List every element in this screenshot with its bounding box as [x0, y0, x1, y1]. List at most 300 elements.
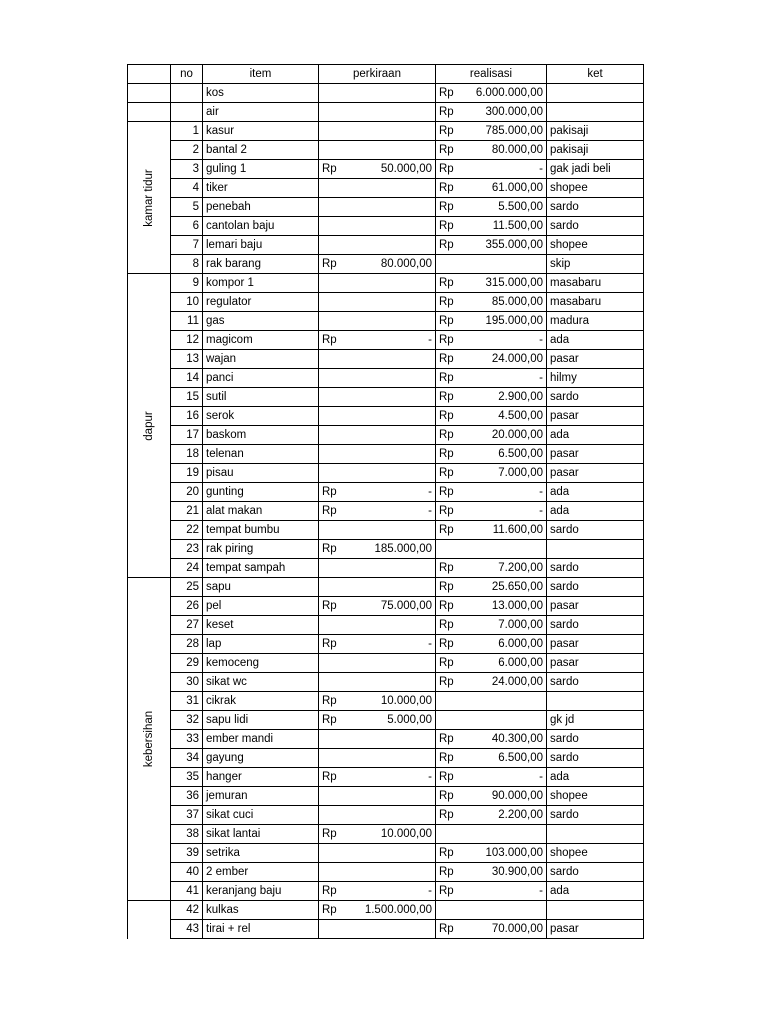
ket-cell: sardo	[547, 521, 644, 540]
no-cell: 23	[171, 540, 203, 559]
perkiraan-cell	[319, 293, 436, 312]
item-cell: sikat cuci	[203, 806, 319, 825]
realisasi-cell	[436, 369, 547, 388]
amount-value: 10.000,00	[380, 695, 432, 707]
realisasi-cell	[436, 331, 547, 350]
currency-label: Rp	[439, 505, 454, 517]
item-cell: sikat lantai	[203, 825, 319, 844]
table-row	[128, 331, 644, 350]
ket-cell: sardo	[547, 198, 644, 217]
table-row	[128, 236, 644, 255]
realisasi-cell	[436, 179, 547, 198]
item-cell: wajan	[203, 350, 319, 369]
no-cell: 21	[171, 502, 203, 521]
ket-cell: ada	[547, 768, 644, 787]
amount-value: -	[539, 372, 543, 384]
item-cell: penebah	[203, 198, 319, 217]
table-row	[128, 445, 644, 464]
no-cell: 26	[171, 597, 203, 616]
ket-cell: sardo	[547, 749, 644, 768]
item-cell: setrika	[203, 844, 319, 863]
no-cell: 4	[171, 179, 203, 198]
table-row	[128, 122, 644, 141]
perkiraan-cell	[319, 198, 436, 217]
no-cell: 35	[171, 768, 203, 787]
currency-label: Rp	[439, 562, 454, 574]
no-cell: 9	[171, 274, 203, 293]
table-row	[128, 559, 644, 578]
currency-label: Rp	[439, 239, 454, 251]
item-cell: gas	[203, 312, 319, 331]
item-cell: regulator	[203, 293, 319, 312]
ket-cell: sardo	[547, 806, 644, 825]
amount-value: 85.000,00	[491, 296, 543, 308]
amount-value: 90.000,00	[491, 790, 543, 802]
table-row	[128, 312, 644, 331]
perkiraan-cell	[319, 502, 436, 521]
no-cell: 28	[171, 635, 203, 654]
ket-cell: shopee	[547, 844, 644, 863]
perkiraan-cell	[319, 103, 436, 122]
ket-cell	[547, 540, 644, 559]
no-cell: 8	[171, 255, 203, 274]
amount-value: 24.000,00	[491, 353, 543, 365]
realisasi-cell	[436, 825, 547, 844]
amount-value: 24.000,00	[491, 676, 543, 688]
amount-value: 6.000,00	[498, 638, 543, 650]
header-row	[128, 65, 644, 84]
currency-label: Rp	[439, 296, 454, 308]
perkiraan-cell	[319, 122, 436, 141]
no-cell: 12	[171, 331, 203, 350]
category-cell	[128, 901, 171, 939]
currency-label: Rp	[439, 809, 454, 821]
perkiraan-cell	[319, 388, 436, 407]
currency-label: Rp	[322, 714, 337, 726]
currency-label: Rp	[322, 828, 337, 840]
realisasi-cell	[436, 749, 547, 768]
amount-value: 355.000,00	[485, 239, 543, 251]
currency-label: Rp	[322, 600, 337, 612]
amount-value: -	[539, 486, 543, 498]
ket-cell	[547, 692, 644, 711]
ket-cell: pasar	[547, 407, 644, 426]
amount-value: 5.500,00	[498, 201, 543, 213]
ket-cell: ada	[547, 502, 644, 521]
no-cell: 29	[171, 654, 203, 673]
realisasi-cell	[436, 445, 547, 464]
item-cell: gayung	[203, 749, 319, 768]
realisasi-cell	[436, 255, 547, 274]
ket-cell	[547, 901, 644, 920]
currency-label: Rp	[439, 315, 454, 327]
currency-label: Rp	[439, 638, 454, 650]
ket-cell: sardo	[547, 616, 644, 635]
amount-value: 785.000,00	[485, 125, 543, 137]
ket-cell: sardo	[547, 388, 644, 407]
realisasi-cell	[436, 597, 547, 616]
realisasi-cell	[436, 806, 547, 825]
perkiraan-cell	[319, 882, 436, 901]
item-cell: air	[203, 103, 319, 122]
perkiraan-cell	[319, 787, 436, 806]
no-cell: 17	[171, 426, 203, 445]
currency-label: Rp	[439, 448, 454, 460]
amount-value: -	[539, 505, 543, 517]
item-cell: sapu	[203, 578, 319, 597]
realisasi-cell	[436, 692, 547, 711]
ket-cell: pasar	[547, 350, 644, 369]
category-label: kamar tidur	[143, 168, 155, 227]
currency-label: Rp	[439, 847, 454, 859]
no-cell: 33	[171, 730, 203, 749]
amount-value: -	[539, 334, 543, 346]
item-cell: cikrak	[203, 692, 319, 711]
perkiraan-cell	[319, 464, 436, 483]
perkiraan-cell	[319, 692, 436, 711]
currency-label: Rp	[439, 277, 454, 289]
no-cell: 27	[171, 616, 203, 635]
realisasi-cell	[436, 293, 547, 312]
ket-cell: pasar	[547, 597, 644, 616]
amount-value: 300.000,00	[485, 106, 543, 118]
currency-label: Rp	[439, 866, 454, 878]
table-row	[128, 198, 644, 217]
perkiraan-cell	[319, 426, 436, 445]
amount-value: 50.000,00	[380, 163, 432, 175]
no-cell: 24	[171, 559, 203, 578]
currency-label: Rp	[439, 657, 454, 669]
realisasi-cell	[436, 673, 547, 692]
realisasi-cell	[436, 844, 547, 863]
table-row	[128, 711, 644, 730]
item-cell: tempat bumbu	[203, 521, 319, 540]
table-row	[128, 521, 644, 540]
realisasi-cell	[436, 160, 547, 179]
item-cell: tiker	[203, 179, 319, 198]
ket-cell: ada	[547, 483, 644, 502]
currency-label: Rp	[439, 733, 454, 745]
no-cell	[171, 103, 203, 122]
amount-value: 13.000,00	[491, 600, 543, 612]
amount-value: 80.000,00	[380, 258, 432, 270]
table-row	[128, 388, 644, 407]
perkiraan-cell	[319, 825, 436, 844]
no-cell: 19	[171, 464, 203, 483]
category-label: kebersihan	[143, 710, 155, 768]
currency-label: Rp	[439, 334, 454, 346]
item-cell: rak piring	[203, 540, 319, 559]
realisasi-cell	[436, 559, 547, 578]
currency-label: Rp	[439, 87, 454, 99]
realisasi-cell	[436, 141, 547, 160]
perkiraan-cell	[319, 331, 436, 350]
ket-cell	[547, 825, 644, 844]
realisasi-cell	[436, 122, 547, 141]
no-cell: 7	[171, 236, 203, 255]
ket-cell: ada	[547, 882, 644, 901]
table-row	[128, 616, 644, 635]
perkiraan-cell	[319, 844, 436, 863]
amount-value: 6.000.000,00	[475, 87, 543, 99]
no-cell: 14	[171, 369, 203, 388]
table-row	[128, 787, 644, 806]
realisasi-cell	[436, 730, 547, 749]
perkiraan-cell	[319, 578, 436, 597]
table-row	[128, 901, 644, 920]
table-row	[128, 692, 644, 711]
amount-value: 70.000,00	[491, 923, 543, 935]
item-cell: gunting	[203, 483, 319, 502]
realisasi-cell	[436, 388, 547, 407]
ket-cell: sardo	[547, 673, 644, 692]
currency-label: Rp	[439, 790, 454, 802]
no-cell: 3	[171, 160, 203, 179]
no-cell: 6	[171, 217, 203, 236]
item-cell: 2 ember	[203, 863, 319, 882]
item-cell: keranjang baju	[203, 882, 319, 901]
table-row	[128, 825, 644, 844]
perkiraan-cell	[319, 673, 436, 692]
table-row	[128, 597, 644, 616]
table-row	[128, 540, 644, 559]
currency-label: Rp	[439, 372, 454, 384]
realisasi-cell	[436, 521, 547, 540]
amount-value: 7.200,00	[498, 562, 543, 574]
item-cell: pel	[203, 597, 319, 616]
amount-value: 195.000,00	[485, 315, 543, 327]
currency-label: Rp	[322, 638, 337, 650]
realisasi-cell	[436, 901, 547, 920]
currency-label: Rp	[439, 106, 454, 118]
no-cell: 1	[171, 122, 203, 141]
amount-value: 30.900,00	[491, 866, 543, 878]
realisasi-cell	[436, 711, 547, 730]
no-cell: 11	[171, 312, 203, 331]
perkiraan-cell	[319, 863, 436, 882]
item-cell: serok	[203, 407, 319, 426]
realisasi-cell	[436, 84, 547, 103]
amount-value: 103.000,00	[485, 847, 543, 859]
perkiraan-cell	[319, 749, 436, 768]
item-cell: hanger	[203, 768, 319, 787]
no-cell: 38	[171, 825, 203, 844]
ket-cell: shopee	[547, 179, 644, 198]
perkiraan-cell	[319, 274, 436, 293]
currency-label: Rp	[439, 125, 454, 137]
perkiraan-cell	[319, 768, 436, 787]
no-cell: 42	[171, 901, 203, 920]
currency-label: Rp	[439, 752, 454, 764]
perkiraan-cell	[319, 369, 436, 388]
ket-cell: sardo	[547, 217, 644, 236]
item-cell: kompor 1	[203, 274, 319, 293]
ket-cell: sardo	[547, 578, 644, 597]
header-perkiraan: perkiraan	[319, 65, 436, 84]
amount-value: -	[428, 505, 432, 517]
realisasi-cell	[436, 578, 547, 597]
item-cell: cantolan baju	[203, 217, 319, 236]
perkiraan-cell	[319, 217, 436, 236]
realisasi-cell	[436, 236, 547, 255]
ket-cell: madura	[547, 312, 644, 331]
no-cell: 5	[171, 198, 203, 217]
table-row	[128, 635, 644, 654]
ket-cell	[547, 84, 644, 103]
item-cell: tempat sampah	[203, 559, 319, 578]
realisasi-cell	[436, 198, 547, 217]
currency-label: Rp	[439, 410, 454, 422]
currency-label: Rp	[439, 391, 454, 403]
ket-cell: pasar	[547, 464, 644, 483]
perkiraan-cell	[319, 179, 436, 198]
table-row	[128, 806, 644, 825]
realisasi-cell	[436, 217, 547, 236]
category-cell	[128, 103, 171, 122]
no-cell: 31	[171, 692, 203, 711]
amount-value: 2.200,00	[498, 809, 543, 821]
currency-label: Rp	[322, 334, 337, 346]
ket-cell: shopee	[547, 787, 644, 806]
ket-cell: sardo	[547, 730, 644, 749]
table-row	[128, 483, 644, 502]
ket-cell	[547, 103, 644, 122]
ket-cell: hilmy	[547, 369, 644, 388]
table-row	[128, 844, 644, 863]
item-cell: kulkas	[203, 901, 319, 920]
perkiraan-cell	[319, 236, 436, 255]
currency-label: Rp	[439, 182, 454, 194]
no-cell: 34	[171, 749, 203, 768]
table-row	[128, 407, 644, 426]
amount-value: -	[539, 885, 543, 897]
table-row	[128, 654, 644, 673]
category-cell	[128, 122, 171, 274]
item-cell: panci	[203, 369, 319, 388]
amount-value: 2.900,00	[498, 391, 543, 403]
item-cell: tirai + rel	[203, 920, 319, 939]
realisasi-cell	[436, 882, 547, 901]
amount-value: 315.000,00	[485, 277, 543, 289]
perkiraan-cell	[319, 141, 436, 160]
item-cell: pisau	[203, 464, 319, 483]
realisasi-cell	[436, 787, 547, 806]
no-cell: 30	[171, 673, 203, 692]
item-cell: lap	[203, 635, 319, 654]
table-row	[128, 882, 644, 901]
perkiraan-cell	[319, 540, 436, 559]
item-cell: bantal 2	[203, 141, 319, 160]
amount-value: 7.000,00	[498, 467, 543, 479]
realisasi-cell	[436, 312, 547, 331]
header-ket: ket	[547, 65, 644, 84]
table-row	[128, 141, 644, 160]
item-cell: telenan	[203, 445, 319, 464]
amount-value: 185.000,00	[374, 543, 432, 555]
table-row	[128, 293, 644, 312]
perkiraan-cell	[319, 445, 436, 464]
currency-label: Rp	[322, 543, 337, 555]
currency-label: Rp	[439, 486, 454, 498]
header-item: item	[203, 65, 319, 84]
no-cell: 2	[171, 141, 203, 160]
table-body	[128, 84, 644, 939]
item-cell: keset	[203, 616, 319, 635]
realisasi-cell	[436, 103, 547, 122]
table-row	[128, 160, 644, 179]
ket-cell: sardo	[547, 863, 644, 882]
table-row	[128, 730, 644, 749]
ket-cell: pasar	[547, 635, 644, 654]
perkiraan-cell	[319, 920, 436, 939]
ket-cell: sardo	[547, 559, 644, 578]
currency-label: Rp	[439, 619, 454, 631]
amount-value: 5.000,00	[387, 714, 432, 726]
table-row	[128, 274, 644, 293]
ket-cell: pakisaji	[547, 141, 644, 160]
perkiraan-cell	[319, 635, 436, 654]
table-row	[128, 103, 644, 122]
category-cell	[128, 84, 171, 103]
item-cell: sapu lidi	[203, 711, 319, 730]
perkiraan-cell	[319, 350, 436, 369]
perkiraan-cell	[319, 160, 436, 179]
perkiraan-cell	[319, 616, 436, 635]
header-category	[128, 65, 171, 84]
item-cell: jemuran	[203, 787, 319, 806]
table-row	[128, 84, 644, 103]
ket-cell: ada	[547, 426, 644, 445]
perkiraan-cell	[319, 84, 436, 103]
perkiraan-cell	[319, 559, 436, 578]
ket-cell: pakisaji	[547, 122, 644, 141]
table-row	[128, 749, 644, 768]
perkiraan-cell	[319, 483, 436, 502]
item-cell: kemoceng	[203, 654, 319, 673]
currency-label: Rp	[439, 467, 454, 479]
item-cell: sutil	[203, 388, 319, 407]
amount-value: 25.650,00	[491, 581, 543, 593]
currency-label: Rp	[439, 600, 454, 612]
realisasi-cell	[436, 502, 547, 521]
realisasi-cell	[436, 426, 547, 445]
amount-value: -	[428, 885, 432, 897]
table-row	[128, 369, 644, 388]
amount-value: 20.000,00	[491, 429, 543, 441]
perkiraan-cell	[319, 312, 436, 331]
no-cell: 32	[171, 711, 203, 730]
ket-cell: gak jadi beli	[547, 160, 644, 179]
no-cell	[171, 84, 203, 103]
currency-label: Rp	[322, 505, 337, 517]
currency-label: Rp	[439, 163, 454, 175]
no-cell: 40	[171, 863, 203, 882]
perkiraan-cell	[319, 730, 436, 749]
amount-value: 80.000,00	[491, 144, 543, 156]
table-row	[128, 464, 644, 483]
perkiraan-cell	[319, 597, 436, 616]
amount-value: -	[428, 771, 432, 783]
table-row	[128, 217, 644, 236]
item-cell: ember mandi	[203, 730, 319, 749]
perkiraan-cell	[319, 255, 436, 274]
amount-value: 6.500,00	[498, 752, 543, 764]
realisasi-cell	[436, 616, 547, 635]
category-cell	[128, 578, 171, 901]
no-cell: 16	[171, 407, 203, 426]
budget-table	[127, 64, 644, 939]
table-row	[128, 920, 644, 939]
